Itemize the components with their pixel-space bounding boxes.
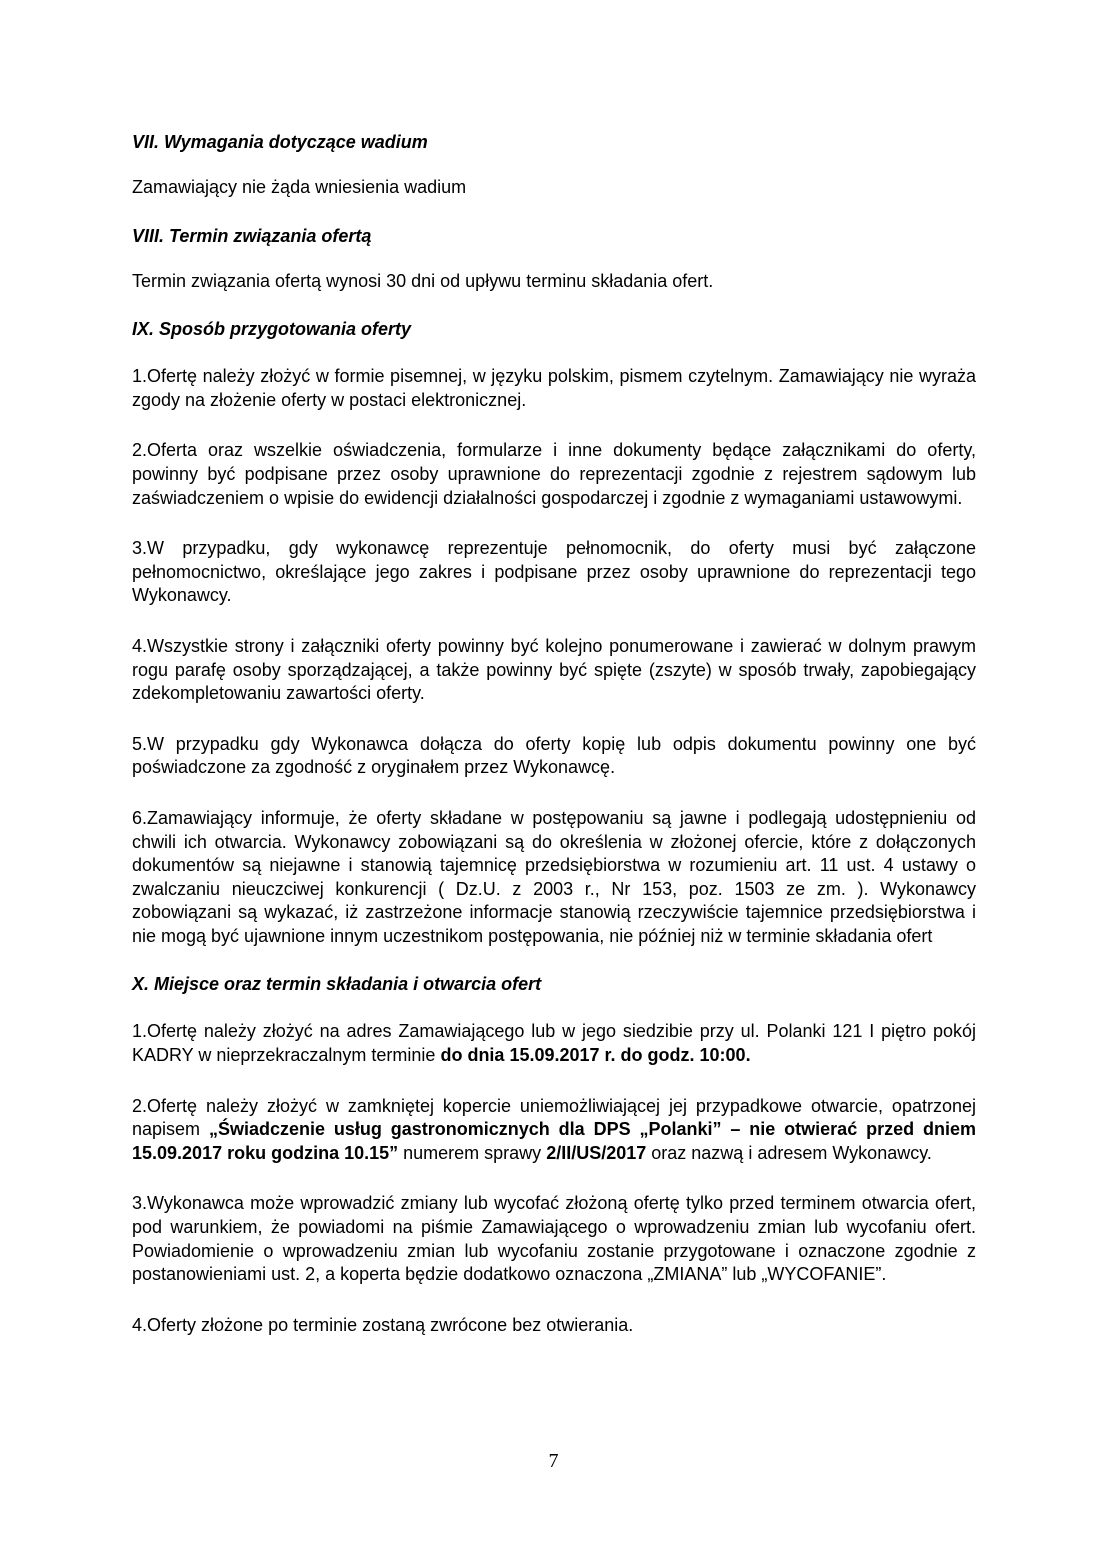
section-ix-paragraph-6: 6.Zamawiający informuje, że oferty składane w postępowaniu są jawne i podlegają udostępnieniu od chwili ich otwarcia. Wykonawcy zobowiązani są do określenia w złożonej ofercie, które z dołączonych dokumentów są niejawne i stanowią tajemnicę przedsiębiorstwa w rozumieniu art. 11 ust. 4 ustawy o zwalczaniu nieuczciwej konkurencji ( Dz.U. z 2003 r., Nr 153, poz. 1503 ze zm. ). Wykonawcy zobowiązani są wykazać, iż zastrzeżone informacje stanowią rzeczywiście tajemnice przedsiębiorstwa i nie mogą być ujawnione innym uczestnikom postępowania, nie później niż w terminie składania ofert <box>132 807 976 946</box>
section-x-heading: X. Miejsce oraz termin składania i otwarcia ofert <box>132 974 542 995</box>
section-x-paragraph-3: 3.Wykonawca może wprowadzić zmiany lub wycofać złożoną ofertę tylko przed terminem otwarcia ofert, pod warunkiem, że powiadomi na piśmie Zamawiającego o wprowadzeniu zmian lub wycofaniu ofert. Powiadomienie o wprowadzeniu zmian lub wycofaniu zostanie przygotowane i oznaczone zgodnie z postanowieniami ust. 2, a koperta będzie dodatkowo oznaczona „ZMIANA” lub „WYCOFANIE”. <box>132 1193 976 1285</box>
section-x-paragraph-2-text-c: oraz nazwą i adresem Wykonawcy. <box>646 1142 932 1163</box>
section-x-paragraph-2-text-a: 2.Ofertę należy złożyć w zamkniętej kopercie uniemożliwiającej jej przypadkowe otwarcie, opatrzonej napisem <box>132 1095 976 1140</box>
section-ix-paragraph-1: 1.Ofertę należy złożyć w formie pisemnej, w języku polskim, pismem czytelnym. Zamawiający nie wyraża zgody na złożenie oferty w postaci elektronicznej. <box>132 366 976 410</box>
envelope-label: „Świadczenie usług gastronomicznych dla DPS „Polanki” – nie otwierać przed dniem 15.09.2017 roku godzina 10.15” <box>132 1119 976 1163</box>
section-ix-paragraph-5: 5.W przypadku gdy Wykonawca dołącza do oferty kopię lub odpis dokumentu powinny one być poświadczone za zgodność z oryginałem przez Wykonawcę. <box>132 733 976 778</box>
page-number: 7 <box>548 1450 559 1472</box>
section-vii-heading: VII. Wymagania dotyczące wadium <box>132 132 428 152</box>
section-x-paragraph-1-text: 1.Ofertę należy złożyć na adres Zamawiającego lub w jego siedzibie przy ul. Polanki 121 I piętro pokój KADRY w nieprzekraczalnym terminie <box>132 1021 976 1066</box>
section-x-paragraph-1 <box>132 1020 976 1067</box>
section-x-paragraph-4: 4.Oferty złożone po terminie zostaną zwrócone bez otwierania. <box>132 1314 634 1335</box>
case-number: 2/II/US/2017 <box>546 1142 647 1163</box>
section-x-paragraph-2 <box>132 1095 976 1166</box>
section-ix-paragraph-3: 3.W przypadku, gdy wykonawcę reprezentuje pełnomocnik, do oferty musi być załączone pełnomocnictwo, określające jego zakres i podpisane przez osoby uprawnione do reprezentacji tego Wykonawcy. <box>132 538 976 606</box>
section-x-paragraph-2-text-b: numerem sprawy <box>398 1142 547 1163</box>
section-viii-heading: VIII. Termin związania ofertą <box>132 225 372 246</box>
section-viii-text: Termin związania ofertą wynosi 30 dni od upływu terminu składania ofert. <box>132 270 714 291</box>
section-ix-paragraph-4: 4.Wszystkie strony i załączniki oferty powinny być kolejno ponumerowane i zawierać w dolnym prawym rogu parafę osoby sporządzającej, a także powinny być spięte (zszyte) w sposób trwały, zapobiegający zdekompletowaniu zawartości oferty. <box>132 635 976 704</box>
page-content <box>132 130 976 1337</box>
section-ix-heading: IX. Sposób przygotowania oferty <box>132 319 412 340</box>
submission-deadline: do dnia 15.09.2017 r. do godz. 10:00. <box>440 1045 751 1066</box>
section-vii-text: Zamawiający nie żąda wniesienia wadium <box>132 177 467 197</box>
section-ix-paragraph-2: 2.Oferta oraz wszelkie oświadczenia, formularze i inne dokumenty będące załącznikami do oferty, powinny być podpisane przez osoby uprawnione do reprezentacji zgodnie z rejestrem sądowym lub zaświadczeniem o wpisie do ewidencji działalności gospodarczej i zgodnie z wymaganiami ustawowymi. <box>132 440 976 508</box>
